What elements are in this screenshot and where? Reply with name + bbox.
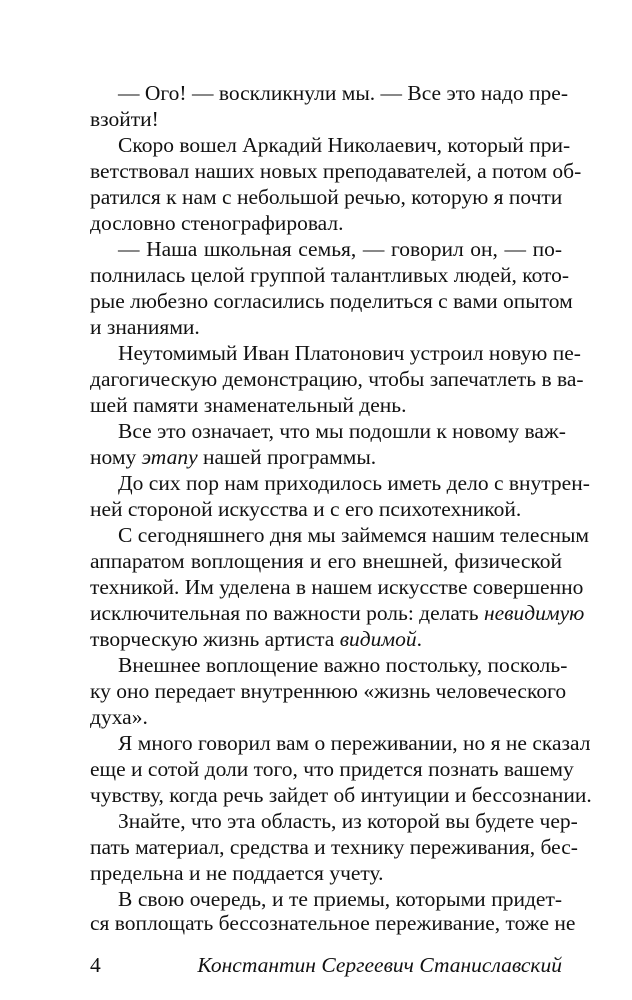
text-line: Знайте, что эта область, из которой вы будете чер- [118, 809, 578, 833]
text-line: — Наша школьная семья, — говорил он, — по- [118, 237, 562, 261]
text-line: С сегодняшнего дня мы займемся нашим телесным [118, 523, 589, 547]
text-line: ратился к нам с небольшой речью, которую я почти [90, 185, 563, 209]
text-line: еще и сотой доли того, что придется познать вашему [90, 757, 574, 781]
italic-emphasis: невидимую [483, 601, 585, 625]
text-line: Скоро вошел Аркадий Николаевич, который при- [118, 133, 571, 157]
text-line [90, 600, 585, 626]
text-segment: исключительная по важности роль: делать [90, 601, 484, 625]
text-line: духа». [90, 705, 148, 729]
text-line: аппаратом воплощения и его внешней, физической [90, 549, 562, 573]
text-line: Все это означает, что мы подошли к новому важ- [118, 419, 566, 443]
italic-emphasis: этапу [141, 445, 198, 469]
text-line: ку оно передает внутреннюю «жизнь человеческого [90, 679, 567, 703]
text-line: предельна и не поддается учету. [90, 861, 384, 885]
text-line: полнилась целой группой талантливых людей, кото- [90, 263, 570, 287]
text-line [90, 444, 562, 470]
text-line: и знаниями. [90, 315, 200, 339]
text-line: шей памяти знаменательный день. [90, 393, 407, 417]
text-line: Неутомимый Иван Платонович устроил новую пе- [118, 341, 581, 365]
text-line: техникой. Им уделена в нашем искусстве совершенно [90, 575, 584, 599]
page-number: 4 [90, 953, 101, 977]
text-line: дословно стенографировал. [90, 211, 344, 235]
text-line: — Ого! — воскликнули мы. — Все это надо пре- [118, 81, 568, 105]
text-segment: ному [90, 445, 142, 469]
text-line: чувству, когда речь зайдет об интуиции и бессознании. [90, 783, 592, 807]
text-line: Внешнее воплощение важно постольку, посколь- [118, 653, 568, 677]
text-line: пать материал, средства и технику переживания, бес- [90, 835, 578, 859]
running-footer-author: Константин Сергеевич Станиславский [197, 953, 562, 977]
text-line: ся воплощать бессознательное переживание, тоже не [90, 911, 576, 935]
text-segment: творческую жизнь артиста [90, 627, 340, 651]
text-segment: . [416, 627, 423, 651]
text-line [90, 626, 562, 652]
text-line: Я много говорил вам о переживании, но я не сказал [118, 731, 591, 755]
text-line: ней стороной искусства и с его психотехникой. [90, 497, 522, 521]
text-line: рые любезно согласились поделиться с вами опытом [90, 289, 573, 313]
italic-emphasis: видимой [339, 627, 417, 651]
text-segment: нашей программы. [197, 445, 377, 469]
text-line: До сих пор нам приходилось иметь дело с внутрен- [118, 471, 590, 495]
text-line: ветствовал наших новых преподавателей, а потом об- [90, 159, 582, 183]
text-line: взойти! [90, 107, 159, 131]
text-line: В свою очередь, и те приемы, которыми придет- [118, 887, 562, 911]
text-line: дагогическую демонстрацию, чтобы запечатлеть в ва- [90, 367, 584, 391]
